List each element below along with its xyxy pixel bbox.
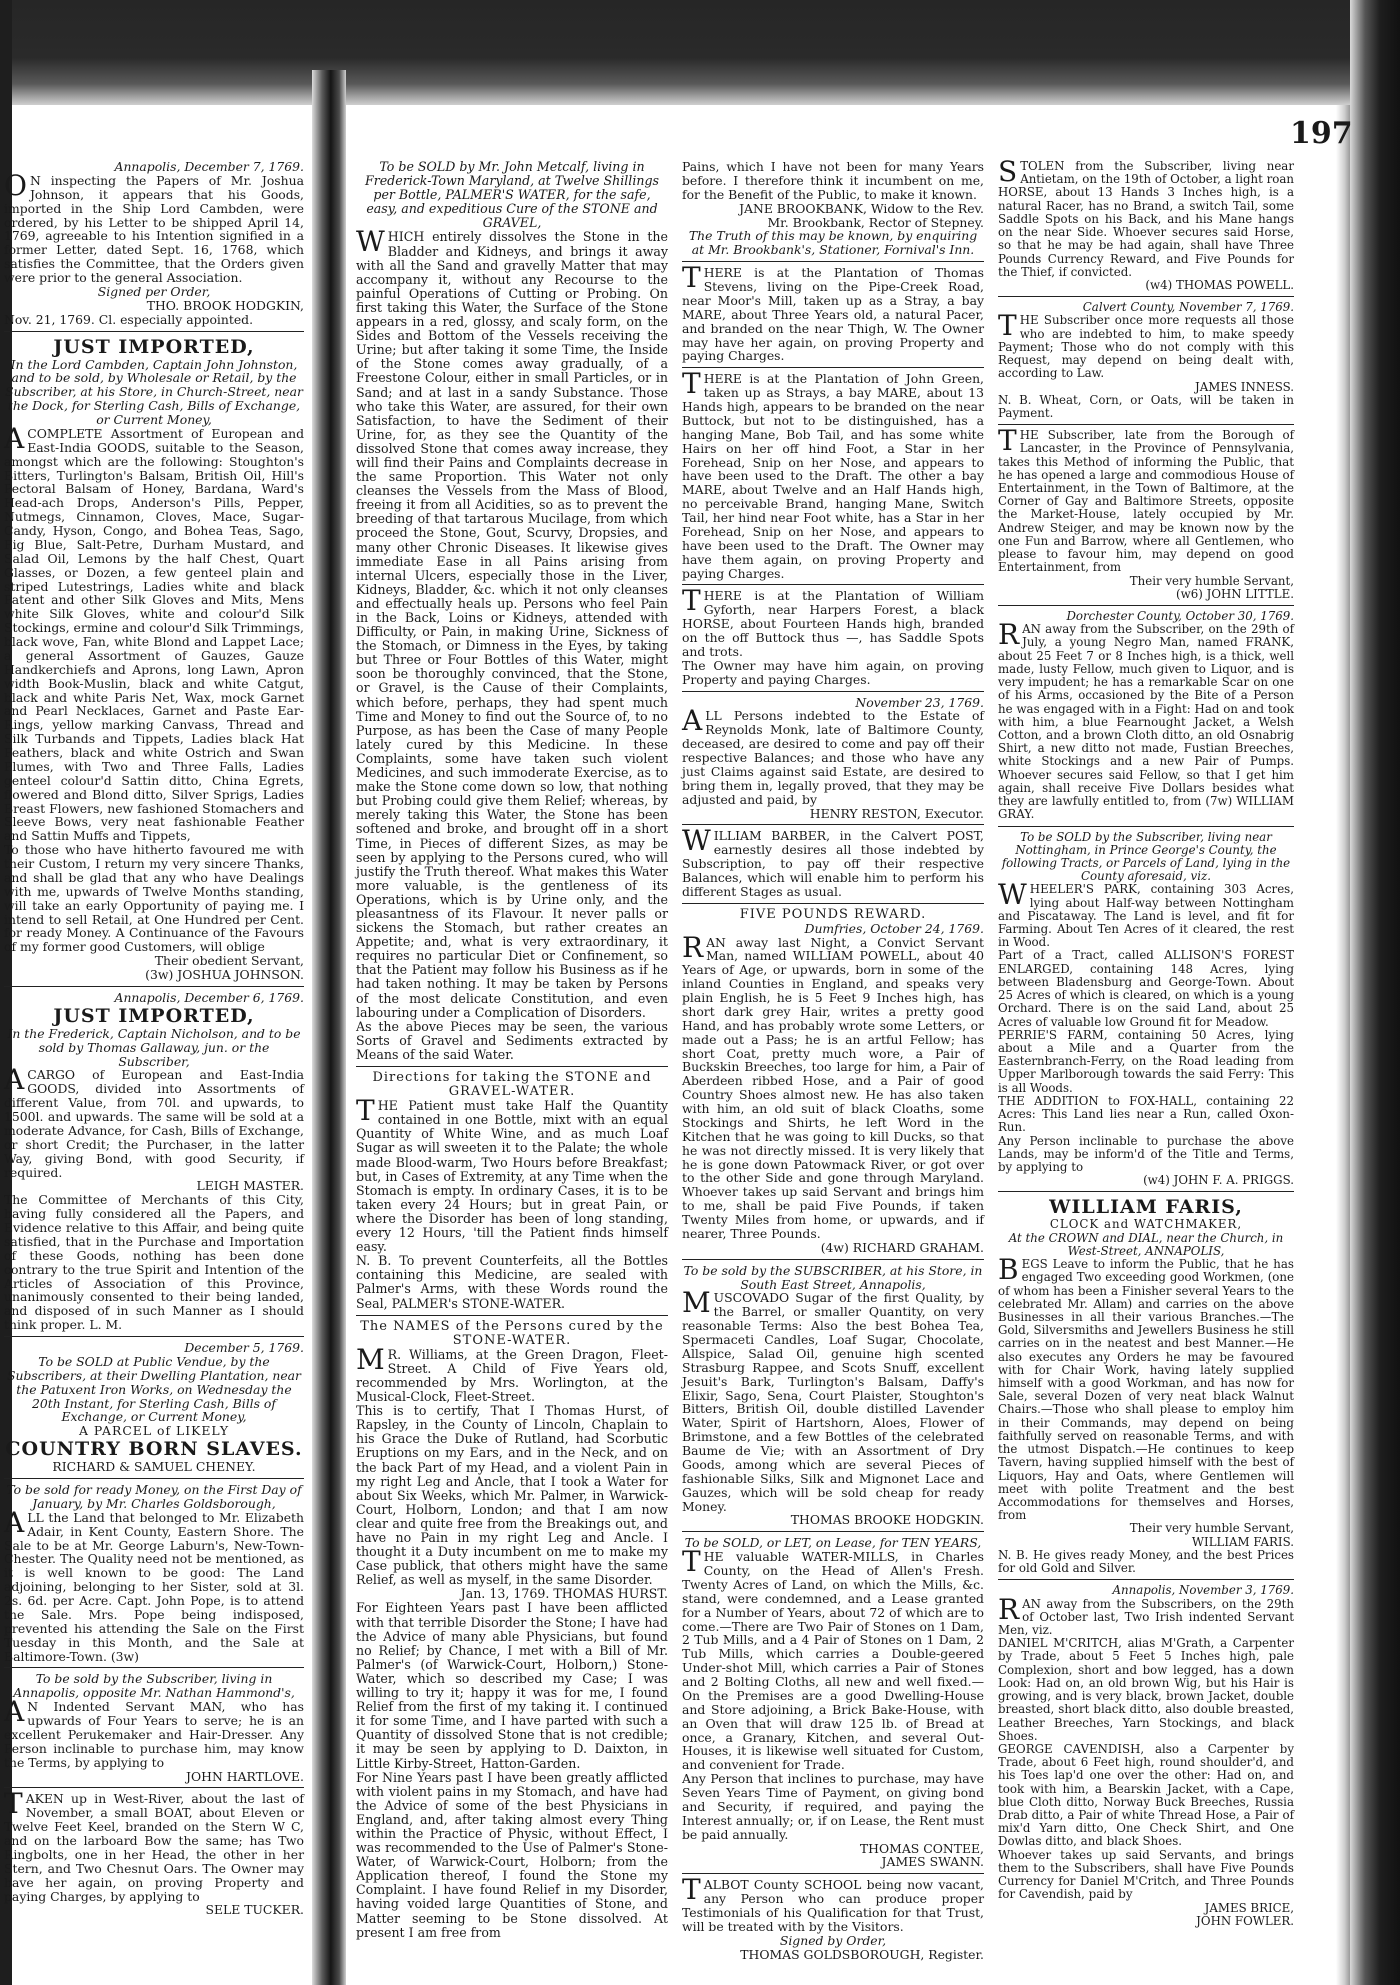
ad-text: HENRY RESTON, Executor. [809, 805, 984, 821]
ad-text: Nov. 21, 1769. Cl. especially appointed. [4, 311, 254, 327]
ad-text: THO. BROOK HODGKIN, [146, 297, 304, 313]
ad-text: ACARGO of European and East-India GOODS, divided into Assortments of different Value, from 70l. and upwards, to 1500l. and upwards. The same will be sold at a moderate Advance, for Cash, Bills of Exchange, or short Credit; the Purchaser, in the latter Way, giving Bond, with good Security, if required. [4, 1063, 304, 1180]
ad-text: (4w) RICHARD GRAHAM. [820, 1239, 984, 1255]
ad-separator-rule [4, 1336, 304, 1337]
ad-separator-rule [682, 367, 984, 368]
ad-text: JUST IMPORTED, [53, 1004, 255, 1027]
ad-text: December 5, 1769. [184, 1340, 304, 1355]
ad-text: FIVE POUNDS REWARD. [739, 906, 927, 922]
ad-separator-rule [682, 261, 984, 262]
ad-text: JOHN HARTLOVE. [186, 1768, 304, 1784]
advertisement [998, 1584, 1294, 1928]
ad-separator-rule [998, 1191, 1294, 1192]
advertisement [998, 424, 1294, 601]
ad-text: Annapolis, November 3, 1769. [1112, 1583, 1294, 1598]
ad-text: ALL the Land that belonged to Mr. Elizabeth Adair, in Kent County, Eastern Shore. The Sale to be at Mr. George Laburn's, New-Town-Chester. The Quality need not be mentioned, as it is well known to be good: The Land adjoining, belonging to her Sister, sold at 3l. 2s. 6d. per Acre. Capt. John Pope, is to attend the Sale. Mrs. Pope being indisposed, prevented his attending the Sale on the First Tuesday in this Month, and the Sale at Baltimore-Town. (3w) [4, 1505, 304, 1664]
ad-text: Part of a Tract, called ALLISON'S FOREST ENLARGED, containing 148 Acres, lying between Bladensburg and George-Town. About 25 Acres of which is cleared, on which is a young Orchard. There is on the said Land, about 25 Acres of valuable low Ground fit for Meadow. [998, 948, 1294, 1029]
ad-text: THOMAS GOLDSBOROUGH, Register. [740, 1946, 984, 1962]
advertisement [4, 1341, 304, 1474]
page-edge-right [1336, 105, 1350, 1985]
ad-text: THERE is at the Plantation of John Green, taken up as Strays, a bay MARE, about 13 Hands high, appears to be branded on the near Buttock, but not to be distinguished, has a hanging Mane, Bob Tail, and has some white Hairs on her off hind Foot, a Star in her Forehead, Snip on her Nose, and appears to have been used to the Draft. The other a bay MARE, about Twelve and an Half Hands high, no perceivable Brand, hanging Mane, Switch Tail, her hind near Foot white, has a Star in her Forehead, Snip on her Nose, and appears to have been used to the Draft. The Owner may have them again, on proving Property and paying Charges. [682, 367, 984, 581]
ad-text: DANIEL M'CRITCH, alias M'Grath, a Carpenter by Trade, about 5 Feet 5 Inches high, pale Complexion, short and bow legged, has a down Look: Had on, an old brown Wig, but his Hair is growing, and is very black, brown Jacket, double breasted, short black ditto, also double breasted, Leather Breeches, Yarn Stockings, and black Shoes. [998, 1636, 1294, 1743]
ad-text: CLOCK and WATCHMAKER, [1049, 1217, 1243, 1232]
ad-text: Dorchester County, October 30, 1769. [1066, 609, 1294, 623]
ad-separator-rule [4, 331, 304, 332]
advertisement [4, 336, 304, 982]
advertisement [998, 610, 1294, 822]
ad-text: To be SOLD by the Subscriber, living near Nottingham, in Prince George's County, the following Tracts, or Parcels of Land, lying in the County aforesaid, viz. [1001, 829, 1291, 884]
ad-text: WHEELER'S PARK, containing 303 Acres, lying about Half-way between Nottingham and Piscataway. The Land is level, and fit for Farming. About Ten Acres of it cleared, the rest in Wood. [998, 878, 1294, 950]
ad-text: THE Subscriber, late from the Borough of Lancaster, in the Province of Pennsylvania, takes this Method of informing the Public, that he has opened a large and commodious House of Entertainment, in the Town of Baltimore, at the Corner of Gay and Baltimore Streets, opposite the Market-House, lately occupied by Mr. Andrew Steiger, and may be known now by the one Fun and Barrow, where all Gentlemen, who please to favour him, may depend on good Entertainment, from [998, 424, 1294, 575]
ad-text: JAMES SWANN. [881, 1854, 984, 1870]
advertisement [682, 1873, 984, 1962]
ad-text: JAMES BRICE, [1204, 1900, 1294, 1915]
advertisement [356, 160, 668, 1062]
ad-separator-rule [998, 296, 1294, 297]
ad-text: Dumfries, October 24, 1769. [804, 920, 984, 936]
advertisement [4, 1483, 304, 1663]
ad-text: To those who have hitherto favoured me with their Custom, I return my very sincere Thanks, and shall be glad that any who have Dealings with me, upwards of Twelve Months standing, will take an early Opportunity of paying me. I intend to sell Retail, at One Hundred per Cent. for ready Money. A Continuance of the Favours of my former good Customers, will oblige [4, 842, 304, 955]
ad-text: The Committee of Merchants of this City, having fully considered all the Papers, and Evidence relative to this Affair, and being quite satisfied, that in the Purchase and Importation of these Goods, nothing has been done contrary to the true Spirit and Intention of the Articles of Association of this Province, unanimously consented to their being landed, and disposed of in such Manner as I should think proper. L. M. [4, 1192, 304, 1333]
advertisement [998, 831, 1294, 1188]
column-2 [356, 160, 668, 1943]
ad-text: Signed per Order, [97, 283, 211, 299]
advertisement [4, 160, 304, 327]
ad-text: WHICH entirely dissolves the Stone in the Bladder and Kidneys, and brings it away with all the Sand and gravelly Matter that may accompany it, without any Recourse to the painful Operations of Cutting or Probing. On first taking this Water, the Surface of the Stone appears in a red, glossy, and scaly form, on the Sides and Bottom of the Vessels receiving the Urine; but after taking it some Time, the Inside of the Stone comes away gradually, of a Freestone Colour, either in small Particles, or in Sand; and at last in a sandy Substance. Those who take this Water, are assured, for their own Satisfaction, to have the Sediment of their Urine, for, as they see the Quantity of the dissolved Stone that comes away increase, they will find their Pains and Complaints decrease in the same Proportion. This Water not only cleanses the Vessels from the Mass of Blood, freeing it from all Acidities, so as to prevent the breeding of that tartarous Mucilage, from which proceed the Stone, Gout, Scurvy, Dropsies, and many other Chronic Diseases. It likewise gives immediate Ease in all Pains arising from internal Ulcers, especially those in the Liver, Kidneys, Bladder, &c. which it not only cleanses and effectually heals up. Persons who feel Pain in the Back, Loins or Kidneys, attended with Difficulty, or Pain, in making Urine, Sickness of the Stomach, or Dimness in the Eyes, by taking but Three or Four Bottles of this Water, might soon be thoroughly convinced, that the Stone, or Gravel, is the Cause of their Complaints, which before, perhaps, they had spent much Time and Money to find out the Source of, to no Purpose, as has been the Case of many People lately cured by this Medicine. In these Complaints, some have taken such violent Medicines, and such immoderate Exercise, as to make the Stone come down so low, that nothing but Probing could give them Relief; whereas, by merely taking this Water, the Stone has been softened and broke, and brought off in a short Time, in Pieces of different Sizes, as may be seen by applying to the Persons cured, who will justify the Truth thereof. What makes this Water more valuable, is the gentleness of its Operations, which is by Urine only, and the pleasantness of its Flavour. It never palls or sickens the Stomach, but rather creates an Appetite; and, what is very extraordinary, it requires no particular Diet or Confinement, so that the Patient may follow his Business as if he had taken nothing. It may be taken by Persons of the most delicate Constitution, and even labouring under a Complication of Disorders. [356, 225, 668, 1020]
ad-text: ACOMPLETE Assortment of European and East-India GOODS, suitable to the Season, amongst which are the following: Stoughton's Bitters, Turlington's Balsam, British Oil, Hill's Pectoral Balsam of Honey, Bardana, Ward's Head-ach Drops, Anderson's Pills, Pepper, Nutmegs, Cinnamon, Cloves, Mace, Sugar-Candy, Hyson, Congo, and Bohea Teas, Sago, Fig Blue, Salt-Petre, Durham Mustard, and Salad Oil, Lemons by the half Chest, Quart Glasses, or Dozen, a few genteel plain and striped Lutestrings, Ladies white and black Patent and other Silk Gloves and Mits, Mens white Silk Gloves, white and colour'd Silk Stockings, ermine and colour'd Silk Trimmings, black wove, Fan, white Blond and Lappet Lace; a general Assortment of Gauzes, Gauze Handkerchiefs and Aprons, long Lawn, Apron width Book-Muslin, black and white Catgut, black and white Paris Net, Wax, mock Garnet and Pearl Necklaces, Garnet and Paste Ear-Rings, yellow marking Canvass, Thread and Silk Turbands and Tippets, Ladies black Hat Feathers, black and white Ostrich and Swan Plumes, with Two and Three Falls, Ladies genteel colour'd Sattin ditto, China Egrets, flowered and Blond ditto, Silver Sprigs, Ladies Breast Flowers, new fashioned Stomachers and Sleeve Bows, very neat fashionable Feather and Sattin Muffs and Tippets, [4, 421, 304, 844]
advertisement [682, 261, 984, 364]
ad-text: JAMES INNESS. [1195, 379, 1294, 394]
ad-text: To be SOLD by Mr. John Metcalf, living in Frederick-Town Maryland, at Twelve Shillings per Bottle, PALMER'S WATER, for the safe, easy, and expeditious Cure of the STONE and GRAVEL, [364, 159, 660, 231]
advertisement [4, 1787, 304, 1918]
book-gutter [312, 70, 346, 1985]
ad-text: November 23, 1769. [855, 694, 984, 710]
ad-text: N. B. Wheat, Corn, or Oats, will be taken in Payment. [998, 392, 1294, 420]
ad-text: Their very humble Servant, [1129, 1521, 1294, 1536]
ad-text: WILLIAM BARBER, in the Calvert POST, earnestly desires all those indebted by Subscription, to pay off their respective Balances, which will enable him to perform his different Stages as usual. [682, 824, 984, 899]
ad-text: ALL Persons indebted to the Estate of Reynolds Monk, late of Baltimore County, deceased, are desired to come and pay off their respective Balances; and those who have any just Claims against said Estate, are desired to bring them in, legally proved, that they may be adjusted and paid, by [682, 704, 984, 807]
ad-text: Annapolis, December 7, 1769. [114, 159, 304, 174]
ad-text: THE Patient must take Half the Quantity contained in one Bottle, mixt with an equal Quantity of White Wine, and as much Loaf Sugar as will sweeten it to the Palate; the whole made Blood-warm, Two Hours before Breakfast; but, in Cases of Extremity, at any Time when the Stomach is empty. In ordinary Cases, it is to be taken every 24 Hours; but in great Pain, or where the Disorder has been of long standing, every 12 Hours, 'till the Patient finds himself easy. [356, 1094, 668, 1255]
ad-separator-rule [4, 1787, 304, 1788]
ad-text: In the Lord Cambden, Captain John Johnston, and to be sold, by Wholesale or Retail, by the Subscriber, at his Store, in Church-Street, near the Dock, for Sterling Cash, Bills of Exchange, or Current Money, [5, 356, 303, 427]
ad-text: For Nine Years past I have been greatly afflicted with violent pains in my Stomach, and have had the Advice of some of the best Physicians in England, and, after taking almost every Thing within the Practice of Physic, without Effect, I was recommended to the Use of Palmer's Stone-Water, of Warwick-Court, Holborn; from the Application thereof, I found the Stone my Complaint. I have found Relief in my Disorder, having voided large Quantities of Stone, and Matter seeming to be Stone dissolved. At present I am free from [356, 1769, 668, 1940]
ad-text: WILLIAM FARIS. [1191, 1534, 1294, 1549]
ad-text: LEIGH MASTER. [196, 1178, 304, 1194]
advertisement [682, 584, 984, 687]
ad-text: THE ADDITION to FOX-HALL, containing 22 Acres: This Land lies near a Run, called Oxon-Run. [998, 1093, 1294, 1135]
column-3 [682, 160, 984, 1965]
ad-text: Their obedient Servant, [154, 953, 304, 969]
ad-text: Mr. Brookbank, Rector of Stepney. [767, 214, 984, 230]
ad-text: As the above Pieces may be seen, the various Sorts of Gravel and Sediments extracted by Means of the said Water. [356, 1018, 668, 1062]
column-4 [998, 155, 1294, 1931]
ad-text: JOHN FOWLER. [1196, 1913, 1294, 1928]
ad-text: N. B. To prevent Counterfeits, all the Bottles containing this Medicine, are sealed with Palmer's Arms, with these Words round the Seal, PALMER's STONE-WATER. [356, 1253, 668, 1311]
ad-text: RICHARD & SAMUEL CHENEY. [52, 1459, 256, 1475]
advertisement [682, 1264, 984, 1528]
column-1 [4, 160, 304, 1920]
ad-text: RAN away last Night, a Convict Servant Man, named WILLIAM POWELL, about 40 Years of Age, or upwards, born in some of the inland Counties in England, and speaks very plain English, he is 5 Feet 9 Inches high, has short dark grey Hair, writes a pretty good Hand, and has probably wrote some Letters, or made out a Pass; he is an artful Fellow; has short Coat, pretty much wore, a Pair of Buckskin Breeches, too large for him, a Pair of Aberdeen ribbed Hose, and a Pair of good Country Shoes almost new. He has also taken with him, an old suit of black Cloaths, some Stockings and Shirts, he left Word in the Kitchen that he was going to kill Ducks, so that he was not directly missed. It is very likely that he is gone down Patowmack River, or got over to the other Side and gone through Maryland. Whoever takes up said Servant and brings him to me, shall be paid Five Pounds, if taken Twenty Miles from home, or upwards, and if nearer, Three Pounds. [682, 930, 984, 1241]
ad-text: TALBOT County SCHOOL being now vacant, any Person who can produce proper Testimonials of his Qualification for that Trust, will be treated with by the Visitors. [682, 1873, 984, 1934]
ad-text: MR. Williams, at the Green Dragon, Fleet-Street. A Child of Five Years old, recommended by Mrs. Worlington, at the Musical-Clock, Fleet-Street. [356, 1342, 668, 1405]
advertisement [682, 908, 984, 1255]
ad-text: Their very humble Servant, [1129, 573, 1294, 588]
ad-text: To be SOLD, or LET, on Lease, for TEN YEARS, [684, 1535, 982, 1551]
ad-separator-rule [998, 1579, 1294, 1580]
ad-text: RAN away from the Subscribers, on the 29th of October last, Two Irish indented Servant Men, viz. [998, 1592, 1294, 1637]
advertisement [356, 1320, 668, 1940]
ad-text: THERE is at the Plantation of William Gyforth, near Harpers Forest, a black HORSE, about Fourteen Hands high, branded on the off Buttock thus —, has Saddle Spots and trots. [682, 584, 984, 659]
ad-text: To be sold by the SUBSCRIBER, at his Store, in South East Street, Annapolis, [683, 1262, 983, 1292]
ad-text: THERE is at the Plantation of Thomas Stevens, living on the Pipe-Creek Road, near Moor's Mill, taken up as a Stray, a bay MARE, about Three Years old, a natural Pacer, and branded on the near Thigh, W. The Owner may have her again, on proving Property and paying Charges. [682, 261, 984, 364]
ad-text: At the CROWN and DIAL, near the Church, in West-Street, ANNAPOLIS, [1008, 1230, 1284, 1258]
ad-text: The NAMES of the Persons cured by the STONE-WATER. [360, 1318, 664, 1348]
ad-separator-rule [998, 605, 1294, 606]
ad-separator-rule [682, 584, 984, 585]
ad-text: THE valuable WATER-MILLS, in Charles County, on the Head of Allen's Fresh. Twenty Acres of Land, on which the Mills, &c. stand, were condemned, and a Lease granted for a Number of Years, about 72 of which are to come.—There are Two Pair of Stones on 1 Dam, 2 Tub Mills, and a 4 Pair of Stones on 1 Dam, 2 Tub Mills, which carries a Double-geered Under-shot Mill, which carries a Pair of Stones and 2 Bolting Cloths, all new and well fixed.—On the Premises are a good Dwelling-House and Store adjoining, a Brick Bake-House, with an Oven that will draw 125 lb. of Bread at once, a Granary, Kitchen, and several Out-Houses, it is likewise well situated for Custom, and convenient for Trade. [682, 1545, 984, 1773]
ad-separator-rule [356, 1066, 668, 1067]
advertisement [356, 1071, 668, 1311]
ad-text: RAN away from the Subscriber, on the 29th of July, a young Negro Man, named FRANK, about 25 Feet 7 or 8 Inches high, is a thick, well made, lusty Fellow, much given to Liquor, and is very impudent; he has a remarkable Scar on one of his Arms, occasioned by the Bite of a Person he was engaged with in a Fight: Had on and took with him, a blue Fearnought Jacket, a Welsh Cotton, and a brown Cloth ditto, an old Osnabrig Shirt, a new ditto not made, Fustian Breeches, white Stockings and a new Pair of Pumps. Whoever secures said Fellow, so that I get him again, shall receive Five Dollars besides what they are lawfully entitled to, from (7w) WILLIAM GRAY. [998, 618, 1294, 822]
advertisement [682, 367, 984, 581]
ad-text: The Truth of this may be known, by enquiring at Mr. Brookbank's, Stationer, Fornival's Inn. [688, 228, 978, 258]
ad-text: STOLEN from the Subscriber, living near Antietam, on the 19th of October, a light roan HORSE, about 13 Hands 3 Inches high, is a natural Racer, has no Brand, a switch Tail, some Saddle Spots on his Back, and his Mane hangs on the near Side. Whoever secures said Horse, so that he may be had again, shall have Three Pounds Currency Reward, and Five Pounds for the Thief, if convicted. [998, 155, 1294, 279]
ad-text: Pains, which I have not been for many Years before. I therefore think it incumbent on me, for the Benefit of the Public, to make it known. [682, 159, 984, 202]
ad-text: The Owner may have him again, on proving Property and paying Charges. [682, 657, 984, 687]
advertisement [998, 1196, 1294, 1575]
ad-separator-rule [4, 1478, 304, 1479]
ad-text: Annapolis, December 6, 1769. [114, 989, 304, 1005]
advertisement [682, 160, 984, 257]
ad-text: ON inspecting the Papers of Mr. Joshua Johnson, it appears that his Goods, imported in the Ship Lord Cambden, were ordered, by his Letter to be shipped April 14, 1769, agreeable to his Intention signified in a former Letter, dated Sept. 16, 1768, which satisfies the Committee, that the Orders given were prior to the general Association. [4, 168, 304, 285]
advertisement [682, 1536, 984, 1869]
ad-text: To be sold for ready Money, on the First Day of January, by Mr. Charles Goldsborough, [6, 1482, 302, 1511]
ad-text: WILLIAM FARIS, [1049, 1196, 1243, 1219]
ad-text: Calvert County, November 7, 1769. [1082, 300, 1294, 315]
ad-text: COUNTRY BORN SLAVES. [5, 1438, 303, 1461]
ad-text: Directions for taking the STONE and GRAVEL-WATER. [372, 1070, 652, 1100]
advertisement [682, 824, 984, 899]
ad-text: JUST IMPORTED, [53, 335, 255, 358]
ad-text: MUSCOVADO Sugar of the first Quality, by the Barrel, or smaller Quantity, on very reasonable Terms: Also the best Bohea Tea, Spermaceti Candles, Loaf Sugar, Chocolate, Allspice, Salad Oil, genuine high scented Strasburg Rappee, and Scots Snuff, excellent Jesuit's Bark, Turlington's Balsam, Daffy's Elixir, Sago, Sena, Court Plaister, Stoughton's Bitters, British Oil, double distilled Lavender Water, Spirit of Hartshorn, Aloes, Flower of Brimstone, and a few Bottles of the celebrated Baume de Vie; with an Assortment of Dry Goods, among which are several Pieces of fashionable Silks, Silk and Mignonet Lace and Gauzes, which will be sold cheap for ready Money. [682, 1286, 984, 1514]
advertisement [4, 1672, 304, 1783]
ad-text: Any Person that inclines to purchase, may have Seven Years Time of Payment, on giving bond and Security, if required, and paying the Interest annually; or, if on Lease, the Rent must be paid annually. [682, 1771, 984, 1842]
ad-text: Any Person inclinable to purchase the above Lands, may be inform'd of the Title and Terms, by applying to [998, 1133, 1294, 1174]
advertisement [4, 991, 304, 1332]
ad-text: (w4) THOMAS POWELL. [1145, 277, 1294, 292]
ad-text: BEGS Leave to inform the Public, that he has engaged Two exceeding good Workmen, (one of whom has been a Finisher several Years to the celebrated Mr. Allam) and carries on the above Businesses in all their various Branches.—The Gold, Silversmiths and Jewellers Business he still carries on in the neatest and best Manner.—He also executes any Orders he may be favoured with for Chair Work, having lately supplied himself with a good Workman, and has now for Sale, several Dozen of very neat black Walnut Chairs.—Those who shall please to employ him in their Commands, may depend on being faithfully served on reasonable Terms, and with the utmost Dispatch.—He continues to keep Tavern, having supplied himself with the best of Liquors, Hay and Oats, where Gentlemen will meet with polite Treatment and the best Accommodations for themselves and Horses, from [998, 1253, 1294, 1523]
ad-separator-rule [682, 1873, 984, 1874]
ad-separator-rule [682, 691, 984, 692]
ad-text: THE Subscriber once more requests all those who are indebted to him, to make speedy Payment; Those who do not comply with this Request, may depend on being dealt with, according to Law. [998, 309, 1294, 381]
ad-text: Jan. 13, 1769. THOMAS HURST. [460, 1586, 668, 1602]
ad-separator-rule [682, 1259, 984, 1260]
ad-text: (w4) JOHN F. A. PRIGGS. [1143, 1173, 1294, 1188]
ad-text: Whoever takes up said Servants, and brings them to the Subscribers, shall have Five Pounds Currency for Daniel M'Critch, and Three Pounds for Cavendish, paid by [998, 1847, 1294, 1902]
ad-text: (w6) JOHN LITTLE. [1176, 586, 1294, 601]
ad-separator-rule [356, 1315, 668, 1316]
page-number: 197 [1290, 116, 1353, 151]
ad-separator-rule [4, 1667, 304, 1668]
advertisement [682, 696, 984, 821]
advertisement [998, 301, 1294, 420]
ad-text: PERRIE'S FARM, containing 50 Acres, lying about a Mile and a Quarter from the Easternbranch-Ferry, on the Road leading from Upper Marlborough towards the said Ferry: This is all Woods. [998, 1027, 1294, 1095]
ad-separator-rule [682, 1531, 984, 1532]
advertisement [998, 155, 1294, 292]
ad-text: To be sold by the Subscriber, living in Annapolis, opposite Mr. Nathan Hammond's, [13, 1671, 295, 1701]
ad-separator-rule [682, 903, 984, 904]
ad-text: GEORGE CAVENDISH, also a Carpenter by Trade, about 6 Feet high, round shoulder'd, and his Toes lap'd one over the other: Had on, and took with him, a Bearskin Jacket, with a Cape, blue Cloth ditto, Norway Buck Breeches, Russia Drab ditto, a Pair of white Thread Hose, a Pair of mix'd Yarn ditto, One Check Shirt, and One Dowlas ditto, and black Shoes. [998, 1741, 1294, 1849]
ad-separator-rule [998, 424, 1294, 425]
ad-text: JANE BROOKBANK, Widow to the Rev. [739, 200, 984, 216]
scan-top-border [0, 0, 1400, 105]
ad-text: In the Frederick, Captain Nicholson, and to be sold by Thomas Gallaway, jun. or the Subscriber, [7, 1025, 301, 1069]
ad-separator-rule [4, 986, 304, 987]
ad-text: To be SOLD at Public Vendue, by the Subscribers, at their Dwelling Plantation, near the Patuxent Iron Works, on Wednesday the 20th Instant, for Sterling Cash, Bills of Exchange, or Current Money, [7, 1353, 301, 1425]
ad-text: THOMAS CONTEE, [859, 1840, 984, 1856]
ad-text: N. B. He gives ready Money, and the best Prices for old Gold and Silver. [998, 1547, 1294, 1576]
ad-text: This is to certify, That I Thomas Hurst, of Rapsley, in the County of Lincoln, Chaplain to his Grace the Duke of Rutland, had Scorbutic Eruptions on my Ears, and in the Neck, and on the back Part of my Head, and a violent Pain in my right Leg and Ancle, that I took a Water for about Six Weeks, which Mr. Palmer, in Warwick-Court, Holborn, London; and that I am now clear and quite free from the Breakings out, and have no Pain in my right Leg and Ancle. I thought it a Duty incumbent on me to make my Case publick, that others might have the same Relief, as well as myself, in the same Disorder. [356, 1403, 668, 1588]
ad-text: For Eighteen Years past I have been afflicted with that terrible Disorder the Stone; I have had the Advice of many able Physicians, but found no Relief; by Chance, I met with a Bill of Mr. Palmer's (of Warwick-Court, Holborn,) Stone-Water, which so described my Case; I was willing to try it; happy it was for me, I found Relief from the first of my taking it. I continued it for some Time, and I have parted with such a Quantity of dissolved Stone that is not credible; it may be seen by applying to D. Daixton, in Little Kirby-Street, Hatton-Garden. [356, 1600, 668, 1771]
ad-text: A PARCEL of LIKELY [78, 1423, 230, 1439]
ad-separator-rule [682, 824, 984, 825]
ad-text: AN Indented Servant MAN, who has upwards of Four Years to serve; he is an excellent Perukemaker and Hair-Dresser. Any Person inclinable to purchase him, may know the Terms, by applying to [4, 1695, 304, 1770]
ad-text: (3w) JOSHUA JOHNSON. [145, 967, 304, 982]
ad-text: Signed by Order, [779, 1932, 887, 1948]
ad-separator-rule [998, 826, 1294, 827]
ad-text: SELE TUCKER. [205, 1902, 304, 1918]
ad-text: TAKEN up in West-River, about the last of November, a small BOAT, about Eleven or Twelve Feet Keel, branded on the Stern W C, and on the larboard Bow the same; has Two Ringbolts, one in her Head, the other in her Stern, and Two Chesnut Oars. The Owner may have her again, on proving Property and paying Charges, by applying to [4, 1787, 304, 1904]
ad-text: THOMAS BROOKE HODGKIN. [790, 1512, 984, 1528]
scan-right-border [1350, 0, 1400, 1985]
